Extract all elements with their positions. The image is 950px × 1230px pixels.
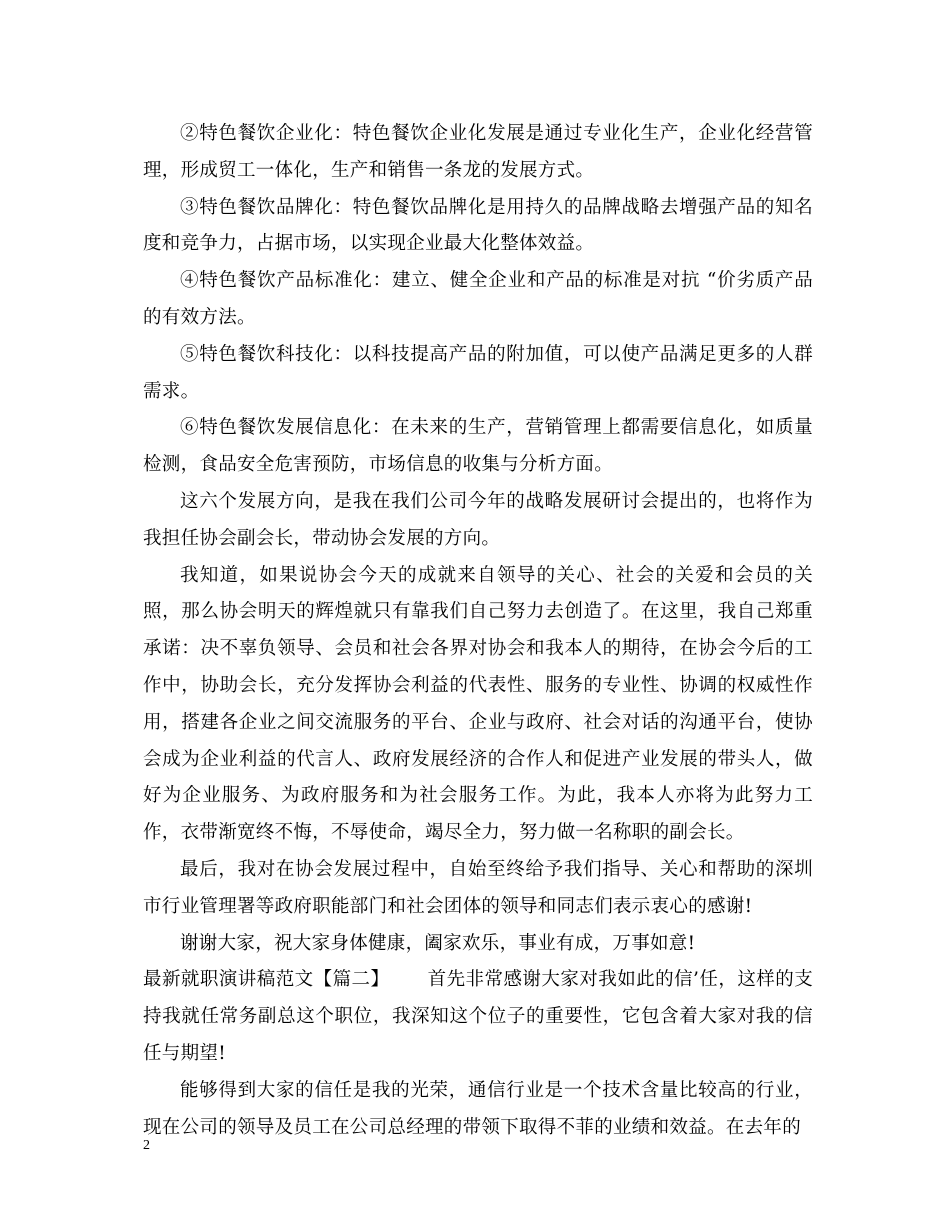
paragraph-directions-summary: 这六个发展方向，是我在我们公司今年的战略发展研讨会提出的，也将作为我担任协会副会长，带动协会发展的方向。 — [143, 490, 813, 549]
paragraph-item-5: ⑤特色餐饮科技化：以科技提高产品的附加值，可以使产品满足更多的人群需求。 — [143, 343, 813, 402]
section-two-opening — [143, 962, 813, 1072]
paragraph-item-3: ③特色餐饮品牌化：特色餐饮品牌化是用持久的品牌战略去增强产品的知名度和竞争力，占据市场，以实现企业最大化整体效益。 — [143, 196, 813, 255]
paragraph-item-4: ④特色餐饮产品标准化：建立、健全企业和产品的标准是对抗 “价劣质产品的有效方法。 — [143, 270, 813, 328]
section-first-paragraph: 首先非常感谢大家对我如此的信’任，这样的支持我就任常务副总这个职位，我深知这个位子的重要性，它包含着大家对我的信任与期望! — [143, 969, 813, 1064]
paragraph-commitment: 我知道，如果说协会今天的成就来自领导的关心、社会的关爱和会员的关照，那么协会明天的辉煌就只有靠我们自己努力去创造了。在这里，我自己郑重承诺：决不辜负领导、会员和社会各界对协会和我本人的期待，在协会今后的工作中，协助会长，充分发挥协会利益的代表性、服务的专业性、协调的权威性作用，搭建各企业之间交流服务的平台、企业与政府、社会对话的沟通平台，使协会成为企业利益的代言人、政府发展经济的合作人和促进产业发展的带头人，做好为企业服务、为政府服务和为社会服务工作。为此，我本人亦将为此努力工作，衣带渐宽终不悔，不辱使命，竭尽全力，努力做一名称职的副会长。 — [143, 564, 813, 844]
paragraph-thanks: 最后，我对在协会发展过程中，自始至终给予我们指导、关心和帮助的深圳市行业管理署等政府职能部门和社会团体的领导和同志们表示衷心的感谢! — [143, 858, 813, 917]
document-body — [143, 116, 813, 1146]
paragraph-last: 能够得到大家的信任是我的光荣，通信行业是一个技术含量比较高的行业，现在公司的领导及员工在公司总经理的带领下取得不菲的业绩和效益。在去年的 — [143, 1079, 813, 1138]
paragraph-closing-wishes: 谢谢大家，祝大家身体健康，阖家欢乐，事业有成，万事如意! — [180, 932, 696, 954]
paragraph-item-6: ⑥特色餐饮发展信息化：在未来的生产，营销管理上都需要信息化，如质量检测，食品安全危害预防，市场信息的收集与分析方面。 — [143, 417, 813, 476]
page-number: 2 — [143, 1138, 150, 1153]
section-heading: 最新就职演讲稿范文【篇二】 — [143, 969, 390, 991]
paragraph-item-2: ②特色餐饮企业化：特色餐饮企业化发展是通过专业化生产，企业化经营管理，形成贸工一体化，生产和销售一条龙的发展方式。 — [143, 123, 813, 181]
